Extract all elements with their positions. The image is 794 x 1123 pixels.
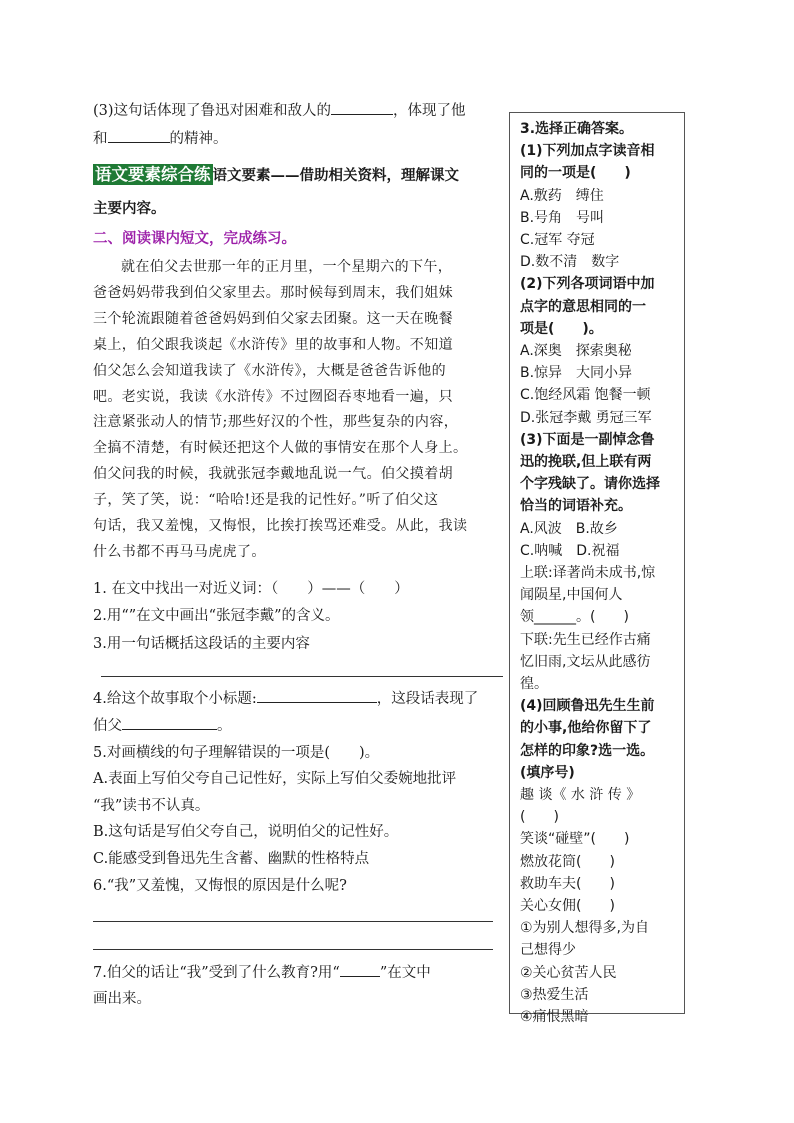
side-line: 己想得少	[520, 942, 576, 959]
question-text: 4.给这个故事取个小标题:	[93, 691, 257, 707]
passage-line: 伯父问我的时候，我就张冠李戴地乱说一气。伯父摸着胡	[93, 466, 453, 483]
side-line: 上联:译著尚未成书,惊	[520, 565, 656, 581]
section-header	[93, 164, 459, 187]
option-b[interactable]: B.这句话是写伯父夸自己，说明伯父的记性好。	[93, 824, 399, 840]
passage-line: 爸爸妈妈带我到伯父家里去。那时候每到周末，我们姐妹	[93, 284, 453, 301]
side-line: 的小事,他给你留下了	[520, 720, 652, 737]
side-line[interactable]: 救助车夫( )	[520, 875, 615, 892]
passage-line: 子，笑了笑，说：“哈哈!还是我的记性好。”听了伯父这	[93, 492, 439, 509]
passage-line: 三个轮流跟随着爸爸妈妈到伯父家去团聚。这一天在晚餐	[93, 310, 453, 327]
question-text: ”在文中	[379, 965, 431, 981]
side-line[interactable]: ( )	[520, 809, 559, 826]
question-7-line-2: 画出来。	[93, 991, 151, 1007]
section-desc: 语文要素——借助相关资料，理解课文	[212, 167, 459, 184]
side-line: C.饱经风霜 饱餐一顿	[520, 387, 651, 404]
side-line: 下联:先生已经作古痛	[520, 631, 651, 648]
question-text: 和	[93, 131, 108, 147]
uncle-blank[interactable]	[122, 715, 217, 730]
question-4-line-1	[93, 688, 478, 710]
side-line: 闻陨星,中国何人	[520, 587, 623, 604]
side-line[interactable]: 领______。( )	[520, 609, 629, 626]
question-text: 7.伯父的话让“我”受到了什么教育?用“	[93, 965, 340, 981]
side-line[interactable]: (3)下面是一副悼念鲁	[520, 431, 655, 448]
side-line: C.呐喊 D.祝福	[520, 542, 620, 559]
question-7-line-1	[93, 962, 431, 984]
passage-line: 注意紧张动人的情节;那些好汉的个性，那些复杂的内容，	[93, 414, 459, 431]
option-c[interactable]: C.能感受到鲁迅先生含蓄、幽默的性格特点	[93, 851, 370, 867]
side-line: 徨。	[520, 676, 548, 692]
section-tag: 语文要素综合练	[95, 165, 211, 184]
side-line[interactable]: 笑谈“碰壁”( )	[520, 831, 630, 848]
side-line: 点字的意思相同的一	[520, 298, 646, 315]
side-line: A.深奥 探索奥秘	[520, 343, 632, 359]
part-2-title: 二、阅读课内短文，完成练习。	[93, 230, 296, 247]
side-line: B.号角 号叫	[520, 209, 605, 226]
answer-line[interactable]	[93, 921, 493, 922]
question-text: (3)这句话体现了鲁迅对困难和敌人的	[93, 103, 332, 119]
passage-line: 什么书都不再马马虎虎了。	[93, 543, 266, 560]
mark-sample	[340, 962, 380, 977]
side-line: ③热爱生活	[520, 986, 589, 1003]
question-text: 伯父	[93, 718, 122, 734]
blank-2[interactable]	[108, 128, 170, 143]
side-line[interactable]: 同的一项是( )	[520, 165, 631, 182]
side-line: 3.选择正确答案。	[520, 121, 634, 137]
side-line: 个字残缺了。请你选择	[520, 476, 660, 493]
side-line: 忆旧雨,文坛从此感彷	[520, 653, 651, 670]
side-line[interactable]: 项是( )。	[520, 320, 603, 337]
question-text: ，这段话表现了	[376, 691, 479, 707]
question-1: 1. 在文中找出一对近义词：（ ）——（ ）	[93, 581, 409, 597]
passage-line: 全搞不清楚，有时候还把这个人做的事情安在那个人身上。	[93, 440, 468, 457]
passage-line: 句话，我又羞愧，又悔恨，比挨打挨骂还难受。从此，我读	[93, 518, 468, 534]
answer-line[interactable]	[101, 676, 503, 677]
question-5: 5.对画横线的句子理解错误的一项是( )。	[93, 745, 380, 761]
side-line: C.冠军 夺冠	[520, 232, 595, 248]
side-line: A.敷药 缚住	[520, 187, 604, 204]
question-4-line-2	[93, 715, 232, 737]
section-desc-2: 主要内容。	[93, 200, 166, 217]
option-a-line-2: “我”读书不认真。	[93, 798, 210, 814]
blank-1[interactable]	[331, 100, 393, 115]
side-line: 恰当的词语补充。	[520, 498, 632, 515]
side-line[interactable]: 关心女佣( )	[520, 898, 615, 914]
question-3-line-2	[93, 128, 228, 150]
passage-line: 伯父怎么会知道我读了《水浒传》，大概是爸爸告诉他的	[93, 362, 446, 379]
question-text: ，体现了他	[393, 103, 466, 119]
side-line: A.风波 B.故乡	[520, 520, 618, 537]
passage-line: 吧。老实说，我读《水浒传》不过囫囵吞枣地看一遍，只	[93, 388, 453, 405]
side-line[interactable]: (1)下列加点字读音相	[520, 143, 655, 160]
side-line: B.惊异 大同小异	[520, 365, 633, 382]
side-exercise-box	[509, 112, 685, 1025]
question-2: 2.用“”在文中画出“张冠李戴”的含义。	[93, 608, 340, 624]
passage-line: 桌上，伯父跟我谈起《水浒传》里的故事和人物。不知道	[93, 336, 453, 353]
side-line[interactable]: (4)回顾鲁迅先生生前	[520, 698, 655, 715]
title-blank[interactable]	[257, 688, 377, 703]
question-text: 的精神。	[169, 131, 228, 147]
passage-line: 就在伯父去世那一年的正月里，一个星期六的下午，	[121, 259, 453, 275]
side-line[interactable]: (2)下列各项词语中加	[520, 276, 655, 293]
side-line: D.数不清 数字	[520, 254, 620, 271]
side-line: 怎样的印象?选一选。	[520, 742, 655, 759]
question-3-line-1	[93, 100, 466, 122]
side-line[interactable]: 燃放花筒( )	[520, 853, 615, 870]
question-6: 6.“我”又羞愧，又悔恨的原因是什么呢?	[93, 878, 347, 894]
option-a-line-1[interactable]: A.表面上写伯父夸自己记性好，实际上写伯父委婉地批评	[93, 771, 457, 787]
answer-line[interactable]	[93, 949, 493, 950]
side-line: ④痛恨黑暗	[520, 1009, 589, 1025]
question-3: 3.用一句话概括这段话的主要内容	[93, 636, 310, 652]
side-line[interactable]: (填序号)	[520, 764, 575, 781]
side-line: 迅的挽联,但上联有两	[520, 454, 652, 470]
side-line: D.张冠李戴 勇冠三军	[520, 409, 652, 426]
side-line: 趣 谈《 水 浒 传 》	[520, 787, 641, 803]
side-line: ①为别人想得多,为自	[520, 920, 650, 937]
side-line: ②关心贫苦人民	[520, 964, 617, 981]
question-text: 。	[217, 718, 232, 734]
